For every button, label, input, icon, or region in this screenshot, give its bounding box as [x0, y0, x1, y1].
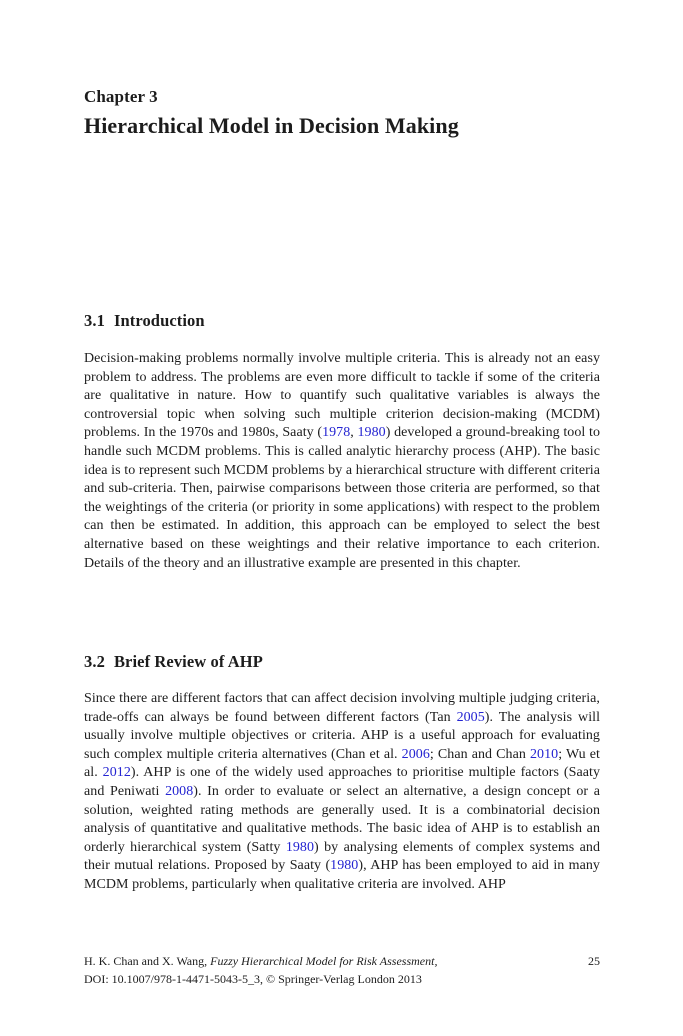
paragraph-text: ). In order to evaluate or select an alternative, a design concept or a solution, weighted rating methods are generally used. It is a combinatorial decision analysis of quantitative and qualitative methods. The basic idea of AHP is to establish an orderly hierarchical system (Satty: [84, 783, 600, 855]
section-heading-3-2: [84, 652, 600, 672]
section-number: 3.1: [84, 311, 105, 330]
citation-link[interactable]: 1980: [357, 425, 386, 441]
paragraph-introduction: [84, 350, 600, 573]
section-number: 3.2: [84, 652, 105, 671]
section-heading-3-1: [84, 311, 600, 331]
paragraph-text: ; Wu et al.: [84, 746, 600, 781]
citation-link[interactable]: 2012: [102, 765, 131, 781]
footer-citation: [84, 953, 437, 971]
citation-link[interactable]: 1980: [285, 839, 315, 855]
paragraph-brief-review: [84, 690, 600, 895]
section-title: Introduction: [113, 311, 205, 330]
page-number: 25: [588, 954, 600, 968]
paragraph-text: ). The analysis will usually involve multiple objectives or criteria. AHP is a useful approach for evaluating such complex multiple criteria alternatives (Chan et al.: [84, 709, 601, 762]
citation-link[interactable]: 2010: [530, 746, 559, 762]
paragraph-text: ), AHP has been employed to aid in many MCDM problems, particularly when qualitative criteria are involved. AHP: [84, 858, 600, 892]
footer-doi-line: DOI: 10.1007/978-1-4471-5043-5_3, © Springer-Verlag London 2013: [84, 971, 422, 986]
chapter-title: Hierarchical Model in Decision Making: [84, 113, 459, 139]
paragraph-text: ) by analysing elements of complex systems and their mutual relations. Proposed by Saaty (: [84, 839, 601, 874]
citation-link[interactable]: 2005: [456, 709, 485, 725]
citation-link[interactable]: 1978: [322, 425, 351, 441]
paragraph-text: ,: [350, 425, 358, 441]
section-title: Brief Review of AHP: [113, 652, 263, 671]
paragraph-text: ) developed a ground-breaking tool to handle such MCDM problems. This is called analytic hierarchy process (AHP). The basic idea is to represent such MCDM problems by a hierarchical structure with different criteria and sub-criteria. Then, pairwise comparisons between those criteria are performed, so that the weightings of the criteria (or priority in some applications) with respect to the problem can then be estimated. In addition, this approach can be employed to select the best alternative based on these weightings and their relative importance to each criterion. Details of the theory and an illustrative example are presented in this chapter.: [84, 425, 600, 571]
footer-book-title: Fuzzy Hierarchical Model for Risk Assessment,: [210, 954, 438, 968]
footer-authors: H. K. Chan and X. Wang,: [84, 954, 211, 968]
footer-citation-line: [84, 953, 600, 971]
paragraph-text: Decision-making problems normally involve multiple criteria. This is already not an easy problem to address. The problems are even more difficult to tackle if some of the criteria are qualitative in nature. How to quantify such qualitative variables is always the controversial topic when solving such multiple criterion decision-making (MCDM) problems. In the 1970s and 1980s, Saaty (: [84, 351, 600, 441]
paragraph-text: ). AHP is one of the widely used approaches to prioritise multiple factors (Saaty and Peniwati: [84, 765, 600, 799]
chapter-header: [84, 86, 600, 140]
paragraph-text: ; Chan and Chan: [429, 746, 530, 762]
paragraph-text: Since there are different factors that can affect decision involving multiple judging criteria, trade-offs can always be found between different factors (Tan: [84, 691, 600, 725]
citation-link[interactable]: 2006: [401, 746, 430, 762]
chapter-label: Chapter 3: [84, 87, 158, 106]
citation-link[interactable]: 1980: [330, 858, 359, 874]
citation-link[interactable]: 2008: [165, 783, 194, 799]
page-footer: [84, 953, 600, 988]
